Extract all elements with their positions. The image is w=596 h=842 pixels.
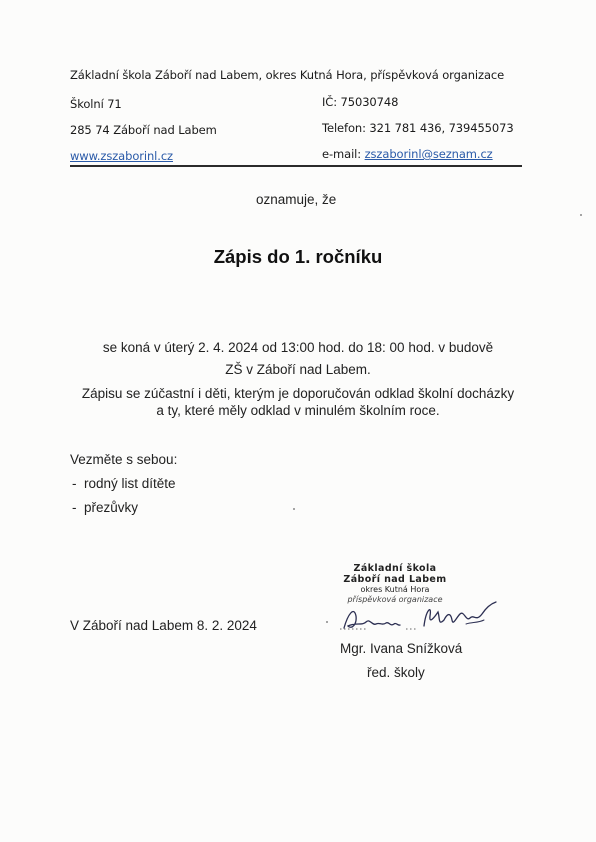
school-email-link[interactable]: zszaborinl@seznam.cz: [364, 147, 493, 161]
handwritten-signature: [326, 596, 506, 638]
bring-item-label: přezůvky: [84, 500, 139, 515]
school-ico: IČ: 75030748: [322, 95, 399, 109]
school-street: Školní 71: [70, 97, 122, 111]
scan-speck: [326, 621, 328, 623]
stamp-line-1: Základní škola: [353, 563, 437, 574]
body-line-3: Zápisu se zúčastní i děti, kterým je doporučován odklad školní docházky: [81, 386, 515, 401]
scan-speck: [580, 214, 582, 216]
signatory-role: řed. školy: [367, 665, 425, 680]
announce-text: oznamuje, že: [256, 192, 337, 207]
body-line-2: ZŠ v Záboří nad Labem.: [225, 362, 371, 377]
email-label: e-mail:: [322, 147, 362, 161]
body-line-4: a ty, které měly odklad v minulém školním roce.: [156, 403, 440, 418]
bring-list-item: [72, 476, 176, 491]
school-city: 285 74 Záboří nad Labem: [70, 123, 217, 137]
scan-speck: [293, 508, 295, 510]
signatory-name: Mgr. Ivana Snížková: [340, 641, 463, 656]
bring-heading: Vezměte s sebou:: [70, 452, 178, 467]
school-website-link[interactable]: www.zszaborinl.cz: [70, 149, 173, 163]
bring-item-label: rodný list dítěte: [84, 476, 176, 491]
place-date: V Záboří nad Labem 8. 2. 2024: [70, 618, 257, 633]
school-name: Základní škola Záboří nad Labem, okres Kutná Hora, příspěvková organizace: [70, 68, 505, 82]
stamp-line-2: Záboří nad Labem: [343, 574, 447, 585]
header-divider: [70, 165, 522, 167]
body-line-1: se koná v úterý 2. 4. 2024 od 13:00 hod. do 18: 00 hod. v budově: [102, 340, 494, 355]
bring-list-item: [72, 500, 138, 515]
bullet-dash: -: [72, 500, 84, 515]
stamp-line-3: okres Kutná Hora: [360, 585, 430, 594]
school-phone: Telefon: 321 781 436, 739455073: [322, 121, 514, 135]
stamp-line-4: příspěvková organizace: [347, 595, 443, 604]
school-email-row: [322, 147, 493, 161]
bullet-dash: -: [72, 476, 84, 491]
page-title: Zápis do 1. ročníku: [213, 246, 383, 267]
